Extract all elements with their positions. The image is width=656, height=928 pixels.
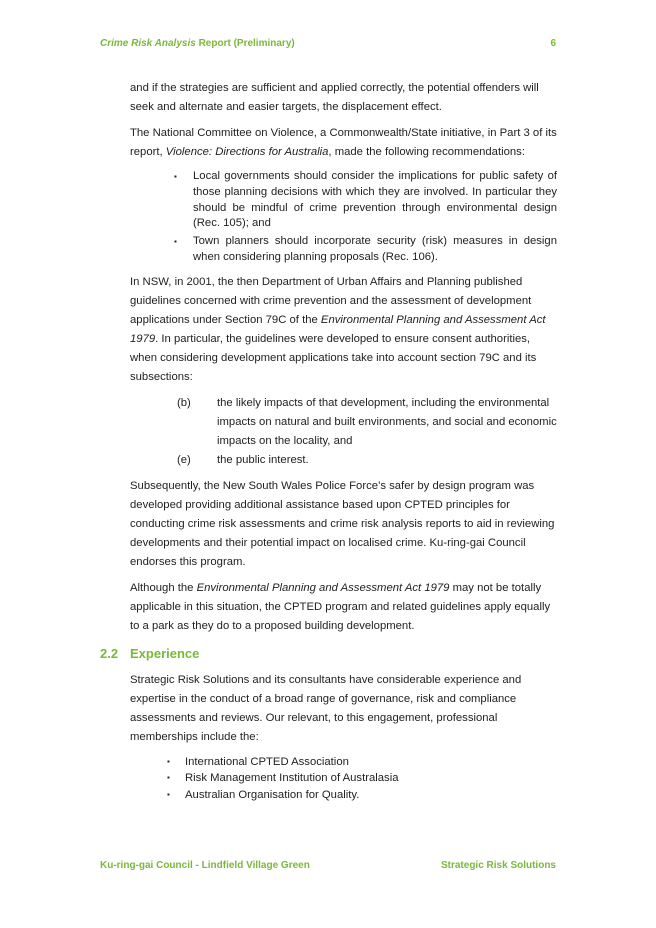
page-body xyxy=(100,79,557,810)
header-title: Crime Risk Analysis Report (Preliminary) xyxy=(100,38,295,49)
page-header xyxy=(100,38,556,49)
subsections-list xyxy=(130,394,557,470)
bullet-icon: ▪ xyxy=(167,756,170,766)
list-item: ▪ Australian Organisation for Quality. xyxy=(130,787,557,804)
list-item: ▪ Local governments should consider the implications for public safety of those planning decisions with which they are involved. In particular they should be mindful of crime prevention through environmental design (Rec. 105); and xyxy=(174,170,557,230)
recommendations-list xyxy=(130,169,557,266)
paragraph: The National Committee on Violence, a Commonwealth/State initiative, in Part 3 of its report, Violence: Directions for Australia, made the following recommendations: xyxy=(130,127,557,158)
page-footer xyxy=(100,860,556,871)
page-number: 6 xyxy=(550,38,556,49)
footer-right: Strategic Risk Solutions xyxy=(440,860,556,871)
list-item: (e) the public interest. xyxy=(177,453,309,466)
bullet-icon: ▪ xyxy=(174,172,177,181)
list-item: ▪ Risk Management Institution of Australasia xyxy=(130,770,557,787)
list-item: ▪ International CPTED Association xyxy=(130,754,557,771)
bullet-icon: ▪ xyxy=(167,789,170,799)
paragraph: Strategic Risk Solutions and its consultants have considerable experience and expertise in the conduct of a broad range of governance, risk and compliance assessments and reviews. Our relevant, to this engagement, professional memberships include the: xyxy=(130,673,522,743)
section-heading: 2.2 Experience xyxy=(100,645,200,661)
list-item: ▪ Town planners should incorporate security (risk) measures in design when considering planning proposals (Rec. 106). xyxy=(174,235,557,263)
memberships-list xyxy=(130,754,557,804)
bullet-icon: ▪ xyxy=(167,773,170,783)
list-item: (b) the likely impacts of that development, including the environmental impacts on natural and built environments, and social and economic impacts on the locality, and xyxy=(177,396,557,447)
paragraph: In NSW, in 2001, the then Department of Urban Affairs and Planning published guidelines concerned with crime prevention and the assessment of development applications under Section 79C of the Environmental Planning and Assessment Act 1979. In particular, the guidelines were developed to ensure consent authorities, when considering development applications take into account section 79C and its subsections: xyxy=(130,275,546,383)
footer-left: Ku-ring-gai Council - Lindfield Village Green xyxy=(100,860,310,871)
paragraph: and if the strategies are sufficient and applied correctly, the potential offenders will seek and alternate and easier targets, the displacement effect. xyxy=(130,82,539,113)
paragraph: Subsequently, the New South Wales Police Force’s safer by design program was developed providing additional assistance based upon CPTED principles for conducting crime risk assessments and crime risk analysis reports to aid in reviewing developments and their potential impact on localised crime. Ku-ring-gai Council endorses this program. xyxy=(130,479,555,568)
paragraph: Although the Environmental Planning and Assessment Act 1979 may not be totally applicable in this situation, the CPTED program and related guidelines apply equally to a park as they do to a proposed building development. xyxy=(130,581,551,632)
bullet-icon: ▪ xyxy=(174,237,177,247)
